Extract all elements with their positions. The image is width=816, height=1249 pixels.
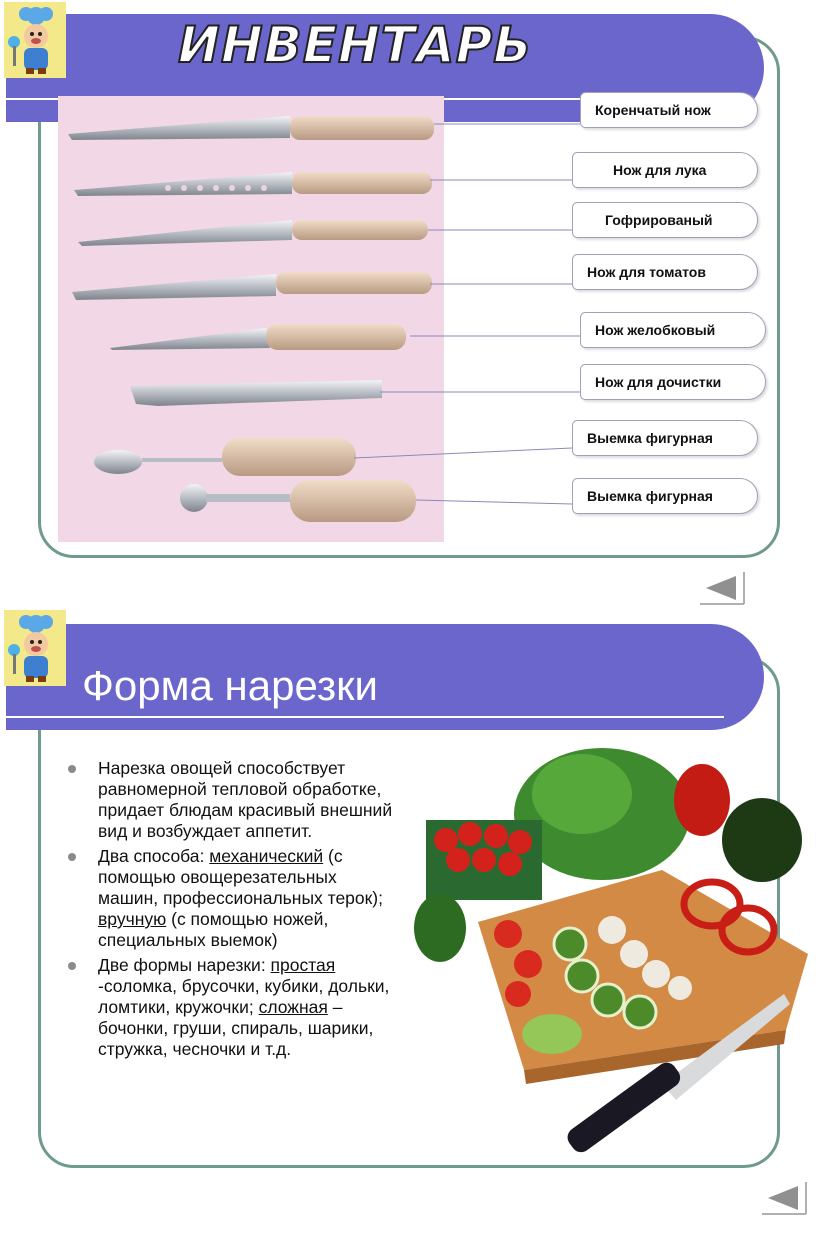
slide-cutting-shapes	[0, 610, 816, 1249]
slide-inventory	[0, 0, 816, 610]
label-shaped-scoop-1: Выемка фигурная	[572, 420, 758, 456]
bullet-text: (с помощью овощерезательных машин, профессиональных терок);	[98, 846, 383, 908]
bullet-item	[68, 955, 398, 1060]
bullet-item	[68, 758, 398, 842]
bullet-text: Два способа:	[98, 846, 210, 866]
slide-title: Форма нарезки	[82, 662, 378, 709]
title-band-underline	[6, 716, 724, 718]
bullet-list	[68, 758, 398, 1064]
label-shaped-scoop-2: Выемка фигурная	[572, 478, 758, 514]
label-grooving-knife: Нож желобковый	[580, 312, 766, 348]
label-peeling-knife: Нож для дочистки	[580, 364, 766, 400]
bullet-text: -соломка, брусочки, кубики, дольки, ломтики, кружочки;	[98, 976, 390, 1017]
back-button[interactable]	[760, 1180, 808, 1216]
back-button[interactable]	[698, 570, 746, 606]
bullet-text: Две формы нарезки:	[98, 955, 271, 975]
bullet-text: – бочонки, груши, спираль, шарики, стружка, чесночки и т.д.	[98, 997, 374, 1059]
label-tomato-knife: Нож для томатов	[572, 254, 758, 290]
slide-title: ИНВЕНТАРЬ	[178, 16, 533, 74]
underlined-term: вручную	[98, 909, 167, 929]
vegetables-photo	[412, 734, 812, 1154]
underlined-term: простая	[270, 955, 336, 975]
underlined-term: механический	[209, 846, 324, 866]
underlined-term: сложная	[258, 997, 328, 1017]
bullet-text: Нарезка овощей способствует равномерной тепловой обработке, придает блюдам красивый внешний вид и возбуждает аппетит.	[98, 758, 393, 841]
chef-mascot-icon	[4, 610, 66, 686]
bullet-text: (с помощью ножей, специальных выемок)	[98, 909, 329, 950]
bullet-item	[68, 846, 398, 951]
label-onion-knife: Нож для лука	[572, 152, 758, 188]
label-serrated-knife: Гофрированый	[572, 202, 758, 238]
label-paring-knife: Коренчатый нож	[580, 92, 758, 128]
